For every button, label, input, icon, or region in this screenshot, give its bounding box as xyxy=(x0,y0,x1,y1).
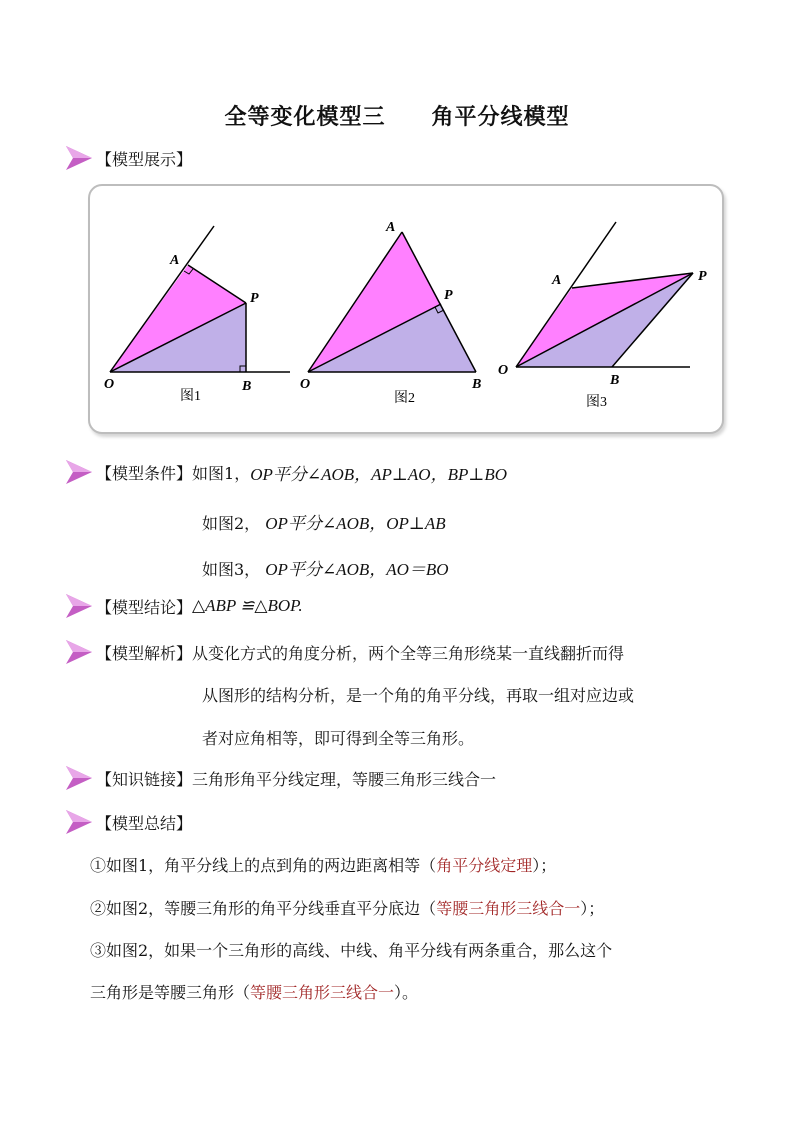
arrow-bullet-icon xyxy=(64,808,94,836)
conclusion-text: △ABP ≌△BOP. xyxy=(192,596,303,615)
page-title: 全等变化模型三 角平分线模型 xyxy=(224,105,570,130)
fig1-label-p: P xyxy=(250,291,259,306)
conditions-line2-math: OP平分∠AOB，OP⊥AB xyxy=(265,514,446,533)
fig3-label-a: A xyxy=(552,273,562,288)
fig1-label-b: B xyxy=(242,379,252,394)
figure-3 xyxy=(498,222,707,410)
fig1-caption: 图1 xyxy=(180,389,201,404)
section-analysis-tag: 【模型解析】 xyxy=(96,643,193,663)
summary-item-2-text: ②如图2，等腰三角形的角平分线垂直平分底边（ xyxy=(90,899,437,918)
summary-item-1 xyxy=(90,853,556,876)
summary-item-3-text: 三角形是等腰三角形（ xyxy=(90,983,251,1002)
section-conclusion-heading xyxy=(64,592,303,620)
summary-item-3-end: ）。 xyxy=(394,983,419,1002)
section-analysis-heading xyxy=(64,638,624,666)
section-summary-heading xyxy=(64,808,192,836)
summary-item-1-highlight: 角平分线定理 xyxy=(436,856,533,875)
summary-item-1-end: ）； xyxy=(532,856,557,875)
conditions-line2-prefix: 如图2， xyxy=(202,514,261,533)
section-display-tag: 【模型展示】 xyxy=(96,149,193,169)
figure-1 xyxy=(104,226,290,404)
fig3-label-b: B xyxy=(610,373,620,388)
section-knowledge-tag: 【知识链接】 xyxy=(96,769,193,789)
arrow-bullet-icon xyxy=(64,144,94,172)
summary-item-2 xyxy=(90,896,604,919)
summary-item-3-highlight: 等腰三角形三线合一 xyxy=(250,983,395,1002)
analysis-line2: 从图形的结构分析，是一个角的角平分线，再取一组对应边或 xyxy=(202,686,635,705)
arrow-bullet-icon xyxy=(64,764,94,792)
section-summary-tag: 【模型总结】 xyxy=(96,813,193,833)
fig1-label-a: A xyxy=(170,253,180,268)
arrow-bullet-icon xyxy=(64,638,94,666)
fig2-caption: 图2 xyxy=(394,391,415,406)
knowledge-text: 三角形角平分线定理，等腰三角形三线合一 xyxy=(192,769,497,789)
analysis-line1: 从变化方式的角度分析，两个全等三角形绕某一直线翻折而得 xyxy=(192,643,625,663)
fig2-label-p: P xyxy=(444,288,453,303)
arrow-bullet-icon xyxy=(64,592,94,620)
fig2-label-o: O xyxy=(300,377,311,392)
conditions-line1-math: OP平分∠AOB，AP⊥AO，BP⊥BO xyxy=(250,464,507,484)
summary-item-3-line1: ③如图2，如果一个三角形的高线、中线、角平分线有两条重合，那么这个 xyxy=(90,941,613,960)
arrow-bullet-icon xyxy=(64,458,94,486)
conditions-line1-prefix: 如图1， xyxy=(192,463,251,483)
section-display-heading xyxy=(64,144,192,172)
fig2-label-b: B xyxy=(472,377,482,392)
summary-item-2-end: ）； xyxy=(580,899,605,918)
figure-2 xyxy=(300,220,481,406)
fig3-caption: 图3 xyxy=(586,395,607,410)
conditions-line2 xyxy=(202,509,446,534)
figures-panel xyxy=(88,184,724,434)
fig1-label-o: O xyxy=(104,377,115,392)
section-conditions-tag: 【模型条件】 xyxy=(96,463,193,483)
section-knowledge-heading xyxy=(64,764,496,792)
summary-item-1-text: ①如图1，角平分线上的点到角的两边距离相等（ xyxy=(90,856,437,875)
fig3-label-p: P xyxy=(698,269,707,284)
fig3-label-o: O xyxy=(498,363,509,378)
fig2-label-a: A xyxy=(386,220,396,235)
section-conclusion-tag: 【模型结论】 xyxy=(96,597,193,617)
conditions-line3-prefix: 如图3， xyxy=(202,560,261,579)
conditions-line3-math: OP平分∠AOB，AO＝BO xyxy=(265,560,449,579)
conditions-line3 xyxy=(202,555,449,580)
section-conditions-heading xyxy=(64,458,507,486)
summary-item-3-line2 xyxy=(90,980,418,1003)
analysis-line3: 者对应角相等，即可得到全等三角形。 xyxy=(202,729,475,748)
summary-item-2-highlight: 等腰三角形三线合一 xyxy=(436,899,581,918)
